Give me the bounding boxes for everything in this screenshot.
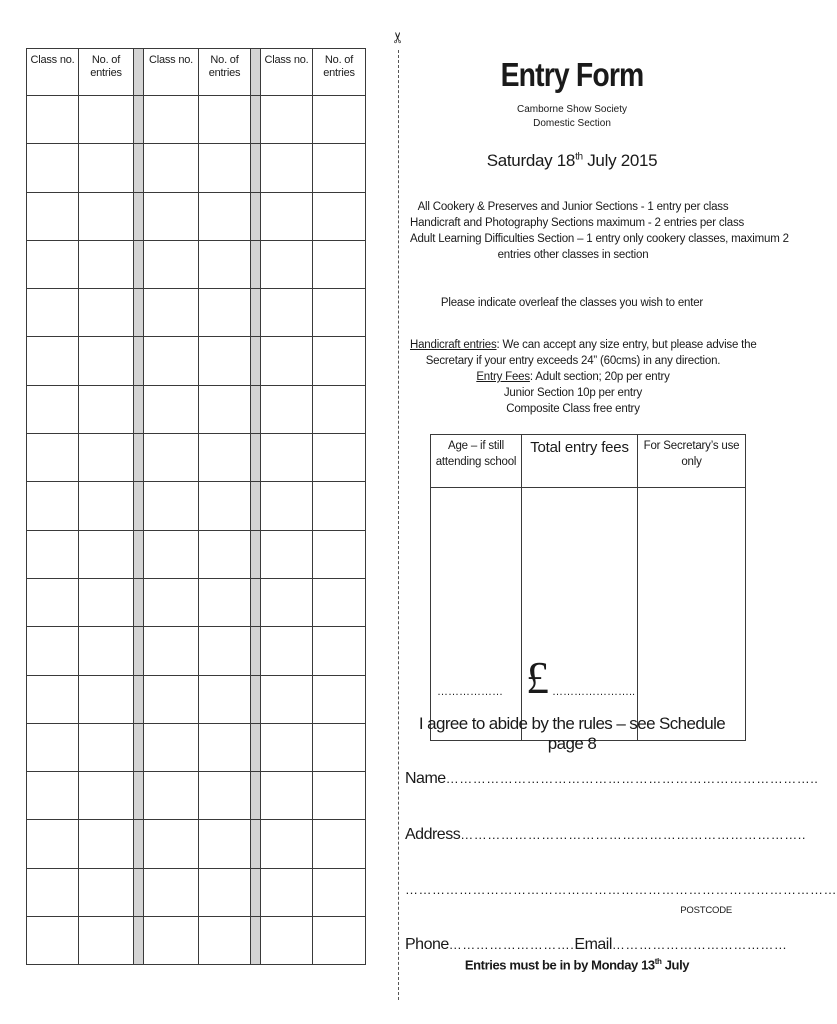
- class-no-cell[interactable]: [27, 96, 79, 144]
- handicraft-line1: [410, 337, 757, 353]
- address2-dots: ……………………………………………………………………………………: [405, 882, 837, 897]
- grid-row: [27, 434, 366, 482]
- column-separator: [134, 192, 144, 240]
- entries-header-line1: No. of: [324, 54, 354, 66]
- grid-row: [27, 482, 366, 530]
- class-no-cell[interactable]: [144, 772, 199, 820]
- class-no-cell[interactable]: [144, 144, 199, 192]
- entries-cell[interactable]: [313, 820, 366, 868]
- entries-header: [313, 49, 366, 96]
- age-header-line1: Age – if still: [447, 440, 504, 452]
- column-separator: [251, 772, 261, 820]
- entries-cell[interactable]: [313, 385, 366, 433]
- entries-cell[interactable]: [313, 627, 366, 675]
- pound-icon: £: [526, 652, 549, 703]
- grid-row: [27, 337, 366, 385]
- class-no-cell[interactable]: [27, 917, 79, 965]
- class-no-cell[interactable]: [27, 723, 79, 771]
- class-no-cell[interactable]: [27, 530, 79, 578]
- grid-row: [27, 917, 366, 965]
- column-separator: [251, 144, 261, 192]
- entries-cell[interactable]: [79, 289, 134, 337]
- grid-row: [27, 723, 366, 771]
- column-separator: [251, 96, 261, 144]
- class-no-cell[interactable]: [27, 434, 79, 482]
- column-separator: [134, 627, 144, 675]
- class-no-cell[interactable]: [261, 337, 313, 385]
- section-name: Domestic Section: [533, 118, 611, 129]
- class-no-cell[interactable]: [261, 434, 313, 482]
- column-separator: [251, 385, 261, 433]
- total-fees-header: Total entry fees: [522, 435, 638, 488]
- entries-header: [79, 49, 134, 96]
- class-no-header: Class no.: [261, 49, 313, 96]
- address-field[interactable]: [405, 826, 806, 844]
- handicraft-info: [410, 337, 757, 417]
- class-no-cell[interactable]: [144, 627, 199, 675]
- class-no-cell[interactable]: [27, 868, 79, 916]
- entries-cell[interactable]: [313, 144, 366, 192]
- entries-cell[interactable]: [313, 337, 366, 385]
- class-no-cell[interactable]: [261, 675, 313, 723]
- entries-cell[interactable]: [199, 772, 251, 820]
- entries-cell[interactable]: [313, 723, 366, 771]
- entries-cell[interactable]: [79, 868, 134, 916]
- entries-cell[interactable]: [79, 144, 134, 192]
- deadline-suffix: th: [654, 957, 662, 966]
- cut-line: [398, 50, 399, 1000]
- class-no-cell[interactable]: [27, 385, 79, 433]
- class-no-cell[interactable]: [144, 675, 199, 723]
- column-separator: [134, 820, 144, 868]
- entries-deadline: [402, 957, 752, 972]
- entries-cell[interactable]: [313, 675, 366, 723]
- secretary-header-line2: only: [681, 456, 702, 468]
- column-separator: [251, 820, 261, 868]
- entries-cell[interactable]: [79, 530, 134, 578]
- class-no-cell[interactable]: [144, 192, 199, 240]
- entry-fees-text: : Adult section; 20p per entry: [529, 371, 670, 383]
- entries-cell[interactable]: [199, 578, 251, 626]
- entries-header-line2: entries: [208, 67, 241, 79]
- entries-cell[interactable]: [199, 917, 251, 965]
- entries-cell[interactable]: [199, 627, 251, 675]
- entries-header: [199, 49, 251, 96]
- grid-row: [27, 772, 366, 820]
- class-no-cell[interactable]: [27, 482, 79, 530]
- agreement-statement: I agree to abide by the rules – see Schedule page 8: [418, 714, 726, 753]
- entries-header-line1: No. of: [210, 54, 239, 66]
- entries-cell[interactable]: [79, 820, 134, 868]
- class-no-cell[interactable]: [261, 868, 313, 916]
- secretary-use-field: [638, 488, 746, 741]
- class-no-cell[interactable]: [27, 820, 79, 868]
- entries-cell[interactable]: [313, 240, 366, 288]
- column-separator: [251, 723, 261, 771]
- column-separator: [134, 240, 144, 288]
- postcode-label: POSTCODE: [680, 905, 732, 916]
- column-separator: [134, 385, 144, 433]
- entries-cell[interactable]: [199, 289, 251, 337]
- grid-row: [27, 144, 366, 192]
- entries-cell[interactable]: [199, 482, 251, 530]
- class-no-cell[interactable]: [261, 482, 313, 530]
- class-no-cell[interactable]: [27, 240, 79, 288]
- entries-cell[interactable]: [199, 144, 251, 192]
- entries-cell[interactable]: [79, 723, 134, 771]
- deadline-rest: July: [661, 957, 690, 973]
- grid-row: [27, 868, 366, 916]
- grid-row: [27, 240, 366, 288]
- entry-fees-line: [410, 369, 736, 385]
- class-no-cell[interactable]: [261, 772, 313, 820]
- class-no-cell[interactable]: [144, 917, 199, 965]
- column-separator: [134, 49, 144, 96]
- entries-cell[interactable]: [79, 578, 134, 626]
- address-label: Address: [405, 826, 461, 843]
- entries-cell[interactable]: [199, 385, 251, 433]
- entries-cell[interactable]: [79, 96, 134, 144]
- phone-dots: ……………………….: [448, 937, 575, 952]
- entries-cell[interactable]: [79, 240, 134, 288]
- entries-cell[interactable]: [199, 337, 251, 385]
- entries-cell[interactable]: [199, 723, 251, 771]
- column-separator: [251, 289, 261, 337]
- entries-header-line2: entries: [90, 67, 122, 79]
- column-separator: [134, 868, 144, 916]
- column-separator: [251, 192, 261, 240]
- grid-row: [27, 820, 366, 868]
- grid-row: [27, 385, 366, 433]
- entries-cell[interactable]: [313, 772, 366, 820]
- rule-line: Adult Learning Difficulties Section – 1 entry only cookery classes, maximum 2: [410, 233, 789, 245]
- entries-cell[interactable]: [199, 434, 251, 482]
- column-separator: [134, 482, 144, 530]
- column-separator: [134, 917, 144, 965]
- column-separator: [251, 530, 261, 578]
- entries-cell[interactable]: [79, 675, 134, 723]
- class-no-cell[interactable]: [261, 530, 313, 578]
- class-no-cell[interactable]: [27, 627, 79, 675]
- event-date-main: Saturday 18: [486, 151, 576, 170]
- column-separator: [134, 723, 144, 771]
- column-separator: [251, 434, 261, 482]
- class-no-cell[interactable]: [144, 578, 199, 626]
- class-no-cell[interactable]: [261, 578, 313, 626]
- class-no-cell[interactable]: [261, 289, 313, 337]
- class-no-cell[interactable]: [144, 482, 199, 530]
- column-separator: [134, 675, 144, 723]
- entries-cell[interactable]: [313, 917, 366, 965]
- column-separator: [134, 96, 144, 144]
- indicate-instruction: Please indicate overleaf the classes you wish to enter: [440, 297, 704, 309]
- column-separator: [134, 144, 144, 192]
- grid-row: [27, 192, 366, 240]
- entries-cell[interactable]: [199, 675, 251, 723]
- class-no-cell[interactable]: [261, 385, 313, 433]
- column-separator: [134, 530, 144, 578]
- total-fee-field[interactable]: [522, 488, 638, 741]
- name-field[interactable]: [405, 770, 819, 788]
- class-no-cell[interactable]: [27, 578, 79, 626]
- email-dots: …………………………………: [611, 937, 788, 952]
- event-date-rest: July 2015: [582, 151, 658, 170]
- class-entries-grid: [26, 48, 366, 965]
- class-no-cell[interactable]: [144, 289, 199, 337]
- class-no-cell[interactable]: [144, 820, 199, 868]
- class-no-cell[interactable]: [261, 192, 313, 240]
- fees-table-header: [431, 435, 746, 488]
- class-no-cell[interactable]: [144, 385, 199, 433]
- handicraft-label: Handicraft entries: [410, 339, 497, 351]
- phone-email-field[interactable]: [405, 936, 788, 954]
- handicraft-text1: : We can accept any size entry, but please advise the: [496, 339, 757, 351]
- grid-row: [27, 675, 366, 723]
- column-separator: [134, 434, 144, 482]
- grid-row: [27, 627, 366, 675]
- handicraft-line2: Secretary if your entry exceeds 24” (60cms) in any direction.: [425, 355, 721, 367]
- grid-row: [27, 289, 366, 337]
- rule-line: Handicraft and Photography Sections maximum - 2 entries per class: [410, 217, 745, 229]
- grid-header-row: [27, 49, 366, 96]
- entries-cell[interactable]: [79, 337, 134, 385]
- grid-row: [27, 578, 366, 626]
- entries-cell[interactable]: [79, 917, 134, 965]
- entries-cell[interactable]: [79, 627, 134, 675]
- entries-header-line1: No. of: [91, 54, 121, 66]
- class-no-cell[interactable]: [261, 240, 313, 288]
- age-dots: ………………: [437, 686, 503, 698]
- entries-cell[interactable]: [313, 192, 366, 240]
- society-name: Camborne Show Society: [516, 104, 628, 115]
- class-no-cell[interactable]: [144, 240, 199, 288]
- column-separator: [134, 772, 144, 820]
- deadline-main: Entries must be in by Monday 13: [464, 957, 655, 973]
- entries-cell[interactable]: [79, 385, 134, 433]
- grid-body: [27, 96, 366, 965]
- fees-table-body: [431, 488, 746, 741]
- column-separator: [251, 917, 261, 965]
- entries-cell[interactable]: [199, 96, 251, 144]
- class-no-cell[interactable]: [144, 434, 199, 482]
- column-separator: [134, 578, 144, 626]
- rule-line: All Cookery & Preserves and Junior Sections - 1 entry per class: [417, 201, 729, 213]
- entry-fees-label: Entry Fees: [476, 371, 530, 383]
- column-separator: [134, 337, 144, 385]
- class-no-cell[interactable]: [27, 192, 79, 240]
- entries-cell[interactable]: [79, 482, 134, 530]
- grid-row: [27, 530, 366, 578]
- fee-dots: …………………..: [552, 686, 636, 698]
- class-no-cell[interactable]: [144, 530, 199, 578]
- form-title: Entry Form: [500, 56, 644, 93]
- entries-cell[interactable]: [79, 772, 134, 820]
- scissors-icon: ✂: [388, 31, 407, 44]
- column-separator: [251, 240, 261, 288]
- rule-line: entries other classes in section: [497, 249, 649, 261]
- class-no-header: Class no.: [144, 49, 199, 96]
- class-no-cell[interactable]: [27, 144, 79, 192]
- entries-header-line2: entries: [323, 67, 355, 79]
- column-separator: [251, 578, 261, 626]
- fees-table: [430, 434, 746, 741]
- entries-cell[interactable]: [199, 868, 251, 916]
- class-no-cell[interactable]: [27, 337, 79, 385]
- class-no-cell[interactable]: [144, 337, 199, 385]
- entry-rules: [410, 199, 789, 263]
- entries-cell[interactable]: [313, 868, 366, 916]
- entries-cell[interactable]: [79, 434, 134, 482]
- name-label: Name: [405, 770, 446, 787]
- column-separator: [251, 868, 261, 916]
- secretary-header-line1: For Secretary’s use: [643, 440, 740, 452]
- entries-cell[interactable]: [199, 530, 251, 578]
- column-separator: [251, 627, 261, 675]
- address-line2-field[interactable]: [405, 881, 837, 899]
- event-date-suffix: th: [575, 151, 583, 163]
- entries-cell[interactable]: [313, 482, 366, 530]
- column-separator: [251, 337, 261, 385]
- address-dots: …………………………………………………………………..: [460, 827, 806, 842]
- entries-cell[interactable]: [79, 192, 134, 240]
- class-no-cell[interactable]: [144, 868, 199, 916]
- class-no-cell[interactable]: [261, 917, 313, 965]
- junior-fee-line: Junior Section 10p per entry: [503, 387, 643, 399]
- class-no-cell[interactable]: [261, 144, 313, 192]
- name-dots: ………………………………………………………………………..: [445, 771, 819, 786]
- secretary-header: [638, 435, 746, 488]
- class-no-cell[interactable]: [261, 627, 313, 675]
- entries-cell[interactable]: [199, 240, 251, 288]
- composite-fee-line: Composite Class free entry: [506, 403, 640, 415]
- grid-row: [27, 96, 366, 144]
- entries-cell[interactable]: [313, 578, 366, 626]
- email-label: Email: [574, 936, 612, 953]
- entries-cell[interactable]: [313, 530, 366, 578]
- column-separator: [251, 49, 261, 96]
- class-no-cell[interactable]: [27, 772, 79, 820]
- entries-cell[interactable]: [313, 96, 366, 144]
- class-no-cell[interactable]: [261, 723, 313, 771]
- class-no-cell[interactable]: [144, 96, 199, 144]
- column-separator: [251, 482, 261, 530]
- entries-cell[interactable]: [313, 289, 366, 337]
- age-field[interactable]: [431, 488, 522, 741]
- class-no-cell[interactable]: [261, 820, 313, 868]
- column-separator: [134, 289, 144, 337]
- phone-label: Phone: [405, 936, 449, 953]
- class-no-cell[interactable]: [27, 675, 79, 723]
- entries-cell[interactable]: [199, 192, 251, 240]
- column-separator: [251, 675, 261, 723]
- event-date: [402, 151, 742, 171]
- class-no-cell[interactable]: [27, 289, 79, 337]
- entries-cell[interactable]: [199, 820, 251, 868]
- class-no-cell[interactable]: [261, 96, 313, 144]
- class-no-header: Class no.: [27, 49, 79, 96]
- age-header: [431, 435, 522, 488]
- class-no-cell[interactable]: [144, 723, 199, 771]
- age-header-line2: attending school: [435, 456, 517, 468]
- entries-cell[interactable]: [313, 434, 366, 482]
